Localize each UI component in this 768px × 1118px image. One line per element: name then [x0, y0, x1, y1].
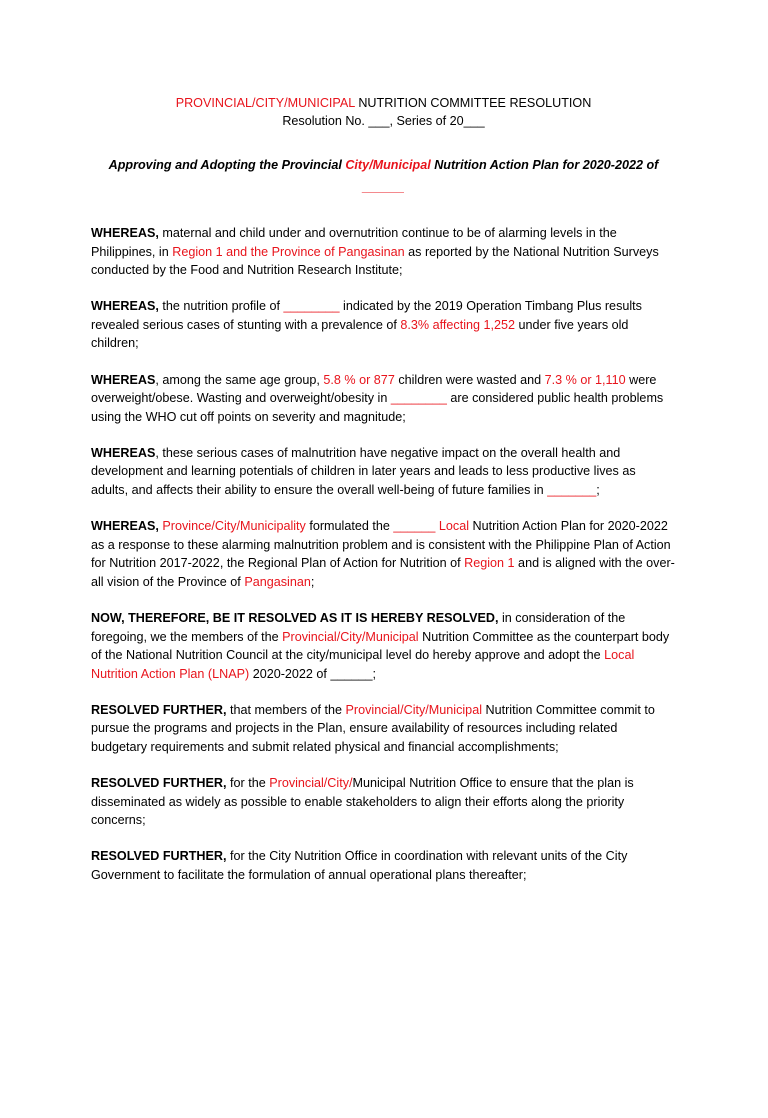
paragraph-highlight: Local: [435, 519, 470, 534]
paragraph-text: Municipal Nutrition Office to ensure that the plan is disseminated as widely as possible to enable stakeholders to align their efforts along the priority concerns;: [91, 776, 634, 828]
paragraph-lead: RESOLVED FURTHER,: [91, 776, 227, 791]
paragraph-text: ;: [310, 574, 315, 589]
paragraph-highlight: Pangasinan: [244, 574, 311, 589]
subject-text-a: Approving and Adopting the Provincial: [108, 158, 346, 172]
paragraph-lead: RESOLVED FURTHER,: [91, 702, 227, 717]
resolution-subject: [91, 154, 676, 198]
paragraph-text: and is aligned with the over-all vision of the Province of: [91, 556, 675, 589]
paragraph-text: Nutrition Committee commit to pursue the programs and projects in the Plan, ensure availability of resources including related budgetary requirements and submit related physical and financial accomplishments;: [91, 702, 655, 755]
title-prefix: PROVINCIAL/CITY/MUNICIPAL: [175, 96, 355, 110]
paragraph-highlight: Local Nutrition Action Plan (LNAP): [91, 648, 635, 681]
paragraph-text: children were wasted and: [394, 372, 545, 387]
paragraph-highlight: 5.8 % or 877: [323, 372, 395, 387]
paragraph-text: for the: [226, 776, 270, 791]
paragraph-text: were overweight/obese. Wasting and overweight/obesity in: [91, 372, 657, 406]
paragraph-highlight: 7.3 % or 1,110: [544, 372, 626, 387]
paragraph-text: 2020-2022 of: [249, 666, 331, 681]
paragraph-highlight: Region 1 and the Province of Pangasinan: [172, 244, 405, 259]
paragraph-text: Nutrition Action Plan for 2020-2022 as a response to these alarming malnutrition problem and is consistent with the Philippine Plan of Action for Nutrition 2017-2022, the Regional Plan of Action for Nutrition of: [91, 519, 671, 571]
paragraph-highlight: Provincial/City/Municipal: [282, 629, 419, 644]
fill-in-blank: ________: [390, 391, 447, 406]
paragraph-lead: WHEREAS,: [91, 226, 159, 240]
paragraph-text: formulated the: [305, 519, 394, 534]
resolution-body: [91, 224, 676, 885]
whereas-paragraph-5: [91, 517, 676, 591]
whereas-paragraph-3: [91, 371, 676, 427]
document-page: [0, 94, 768, 1118]
fill-in-blank: ______: [330, 666, 373, 681]
resolved-further-paragraph-1: [91, 701, 676, 757]
paragraph-text: maternal and child under and overnutrition continue to be of alarming levels in the Philippines, in: [91, 226, 617, 259]
paragraph-text: , these serious cases of malnutrition have negative impact on the overall health and development and learning potentials of children in later years and leads to less productive lives as adults, and affects their ability to ensure the overall well-being of future families in: [91, 445, 636, 498]
subject-text-b: City/Municipal: [345, 158, 431, 172]
resolution-number-line: Resolution No. ___, Series of 20___: [282, 114, 485, 128]
resolution-title: [91, 94, 676, 112]
paragraph-highlight: Province/City/Municipality: [158, 519, 306, 534]
subject-text-c: Nutrition Action Plan for 2020-2022 of: [430, 158, 659, 172]
paragraph-text: , among the same age group,: [155, 372, 324, 387]
subject-blank: ______: [362, 180, 405, 194]
paragraph-text: ;: [372, 666, 376, 681]
paragraph-text: for the City Nutrition Office in coordination with relevant units of the City Government to facilitate the formulation of annual operational plans thereafter;: [91, 849, 628, 883]
paragraph-highlight: 8.3% affecting 1,252: [400, 317, 516, 332]
resolution-header: [91, 94, 676, 130]
paragraph-lead: RESOLVED FURTHER,: [91, 849, 227, 864]
paragraph-text: ;: [596, 483, 600, 498]
paragraph-highlight: Region 1: [464, 556, 515, 571]
paragraph-lead: WHEREAS: [91, 372, 156, 387]
paragraph-text: that members of the: [226, 702, 346, 717]
fill-in-blank: ________: [283, 299, 340, 314]
paragraph-text: in consideration of the foregoing, we the members of the: [91, 611, 626, 644]
paragraph-text: indicated by the 2019 Operation Timbang Plus results revealed serious cases of stunting with a prevalence of: [91, 299, 642, 332]
paragraph-highlight: Provincial/City/Municipal: [345, 702, 482, 717]
paragraph-highlight: Provincial/City/: [269, 776, 353, 791]
title-rest: NUTRITION COMMITTEE RESOLUTION: [354, 96, 592, 110]
resolved-further-paragraph-3: [91, 847, 676, 884]
paragraph-lead: WHEREAS,: [91, 299, 159, 314]
paragraph-text: are considered public health problems using the WHO cut off points on severity and magnitude;: [91, 391, 664, 424]
paragraph-lead: WHEREAS,: [91, 519, 159, 534]
paragraph-text: as reported by the National Nutrition Surveys conducted by the Food and Nutrition Research Institute;: [91, 244, 659, 278]
paragraph-text: the nutrition profile of: [158, 299, 284, 314]
fill-in-blank: ______: [393, 519, 436, 534]
paragraph-text: under five years old children;: [91, 317, 629, 351]
fill-in-blank: _______: [547, 483, 597, 498]
resolved-paragraph: [91, 609, 676, 683]
resolved-further-paragraph-2: [91, 774, 676, 830]
whereas-paragraph-4: [91, 444, 676, 500]
whereas-paragraph-2: [91, 297, 676, 353]
paragraph-lead: WHEREAS: [91, 445, 156, 460]
whereas-paragraph-1: [91, 224, 676, 280]
paragraph-lead: NOW, THEREFORE, BE IT RESOLVED AS IT IS HEREBY RESOLVED,: [91, 611, 499, 625]
paragraph-text: Nutrition Committee as the counterpart body of the National Nutrition Council at the city/municipal level do hereby approve and adopt the: [91, 629, 670, 663]
